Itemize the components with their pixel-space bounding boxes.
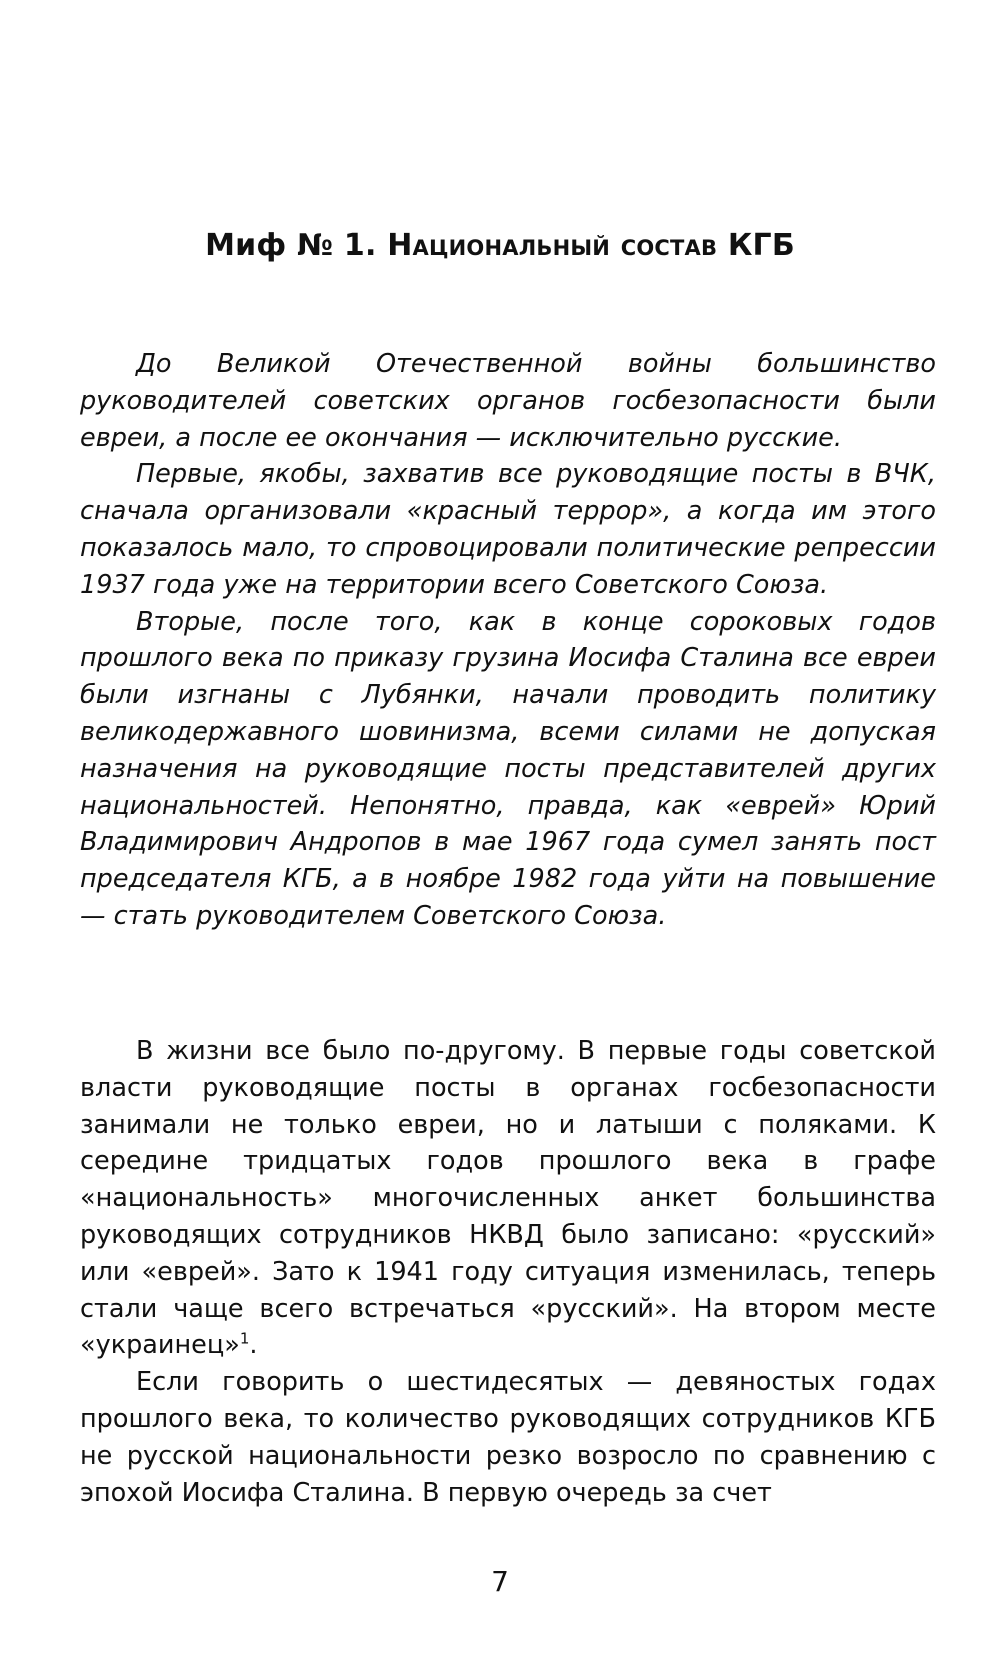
reality-section: [80, 1033, 936, 1511]
reality-paragraph-end: .: [249, 1330, 258, 1361]
myth-paragraph: Вторые, после того, как в конце сороковых годов прошлого века по приказу грузина Иосифа Сталина все евреи были изгнаны с Лубянки, начали проводить политику великодержавного шовинизма, всеми силами не допуская назначения на руководящие посты представителей других национальностей. Непонятно, правда, как «еврей» Юрий Владимирович Андропов в мае 1967 года сумел занять пост председателя КГБ, а в ноябре 1982 года уйти на повышение — стать руководителем Советского Союза.: [80, 606, 936, 931]
footnote-reference: 1: [239, 1329, 250, 1348]
reality-paragraph: Если говорить о шестидесятых — девяностых годах прошлого века, то количество руководящих сотрудников КГБ не русской национальности резко возросло по сравнению с эпохой Иосифа Сталина. В первую очередь за счет: [80, 1367, 936, 1508]
myth-section: [80, 346, 936, 935]
chapter-title-number: Миф № 1.: [205, 228, 377, 263]
myth-paragraph: До Великой Отечественной войны большинство руководителей советских органов госбезопасности были евреи, а после ее окончания — исключительно русские.: [80, 349, 936, 453]
chapter-title-text: Национальный состав КГБ: [387, 228, 795, 263]
page-number: 7: [491, 1565, 509, 1598]
reality-paragraph-text: В жизни все было по-другому. В первые годы советской власти руководящие посты в органах госбезопасности занимали не только евреи, но и латыши с поляками. К середине тридцатых годов прошлого века в графе «национальность» многочисленных анкет большинства руководящих сотрудников НКВД было записано: «русский» или «еврей». Зато к 1941 году ситуация изменилась, теперь стали чаще всего встречаться «русский». На втором месте «украинец»: [80, 1036, 936, 1361]
reality-paragraph: [80, 1033, 936, 1364]
chapter-title: [0, 228, 1000, 263]
myth-paragraph: Первые, якобы, захватив все руководящие посты в ВЧК, сначала организовали «красный террор», а когда им этого показалось мало, то спровоцировали политические репрессии 1937 года уже на территории всего Советского Союза.: [80, 459, 936, 600]
